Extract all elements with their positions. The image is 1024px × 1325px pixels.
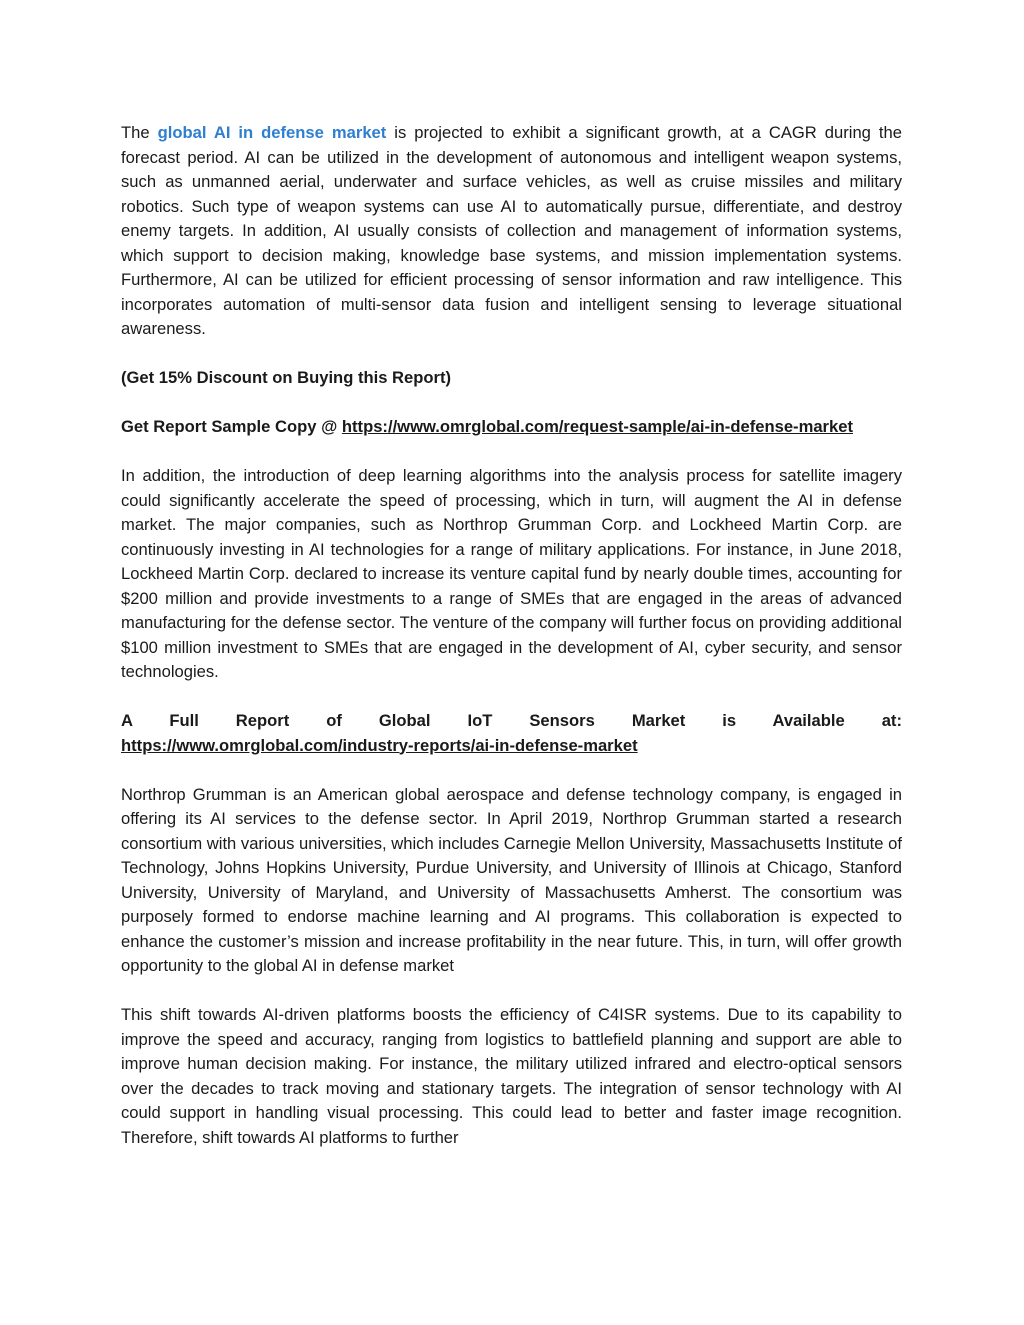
full-report-label: A Full Report of Global IoT Sensors Market is Available at:	[121, 711, 902, 730]
deep-learning-paragraph: In addition, the introduction of deep learning algorithms into the analysis process for satellite imagery could significantly accelerate the speed of processing, which in turn, will augment the AI in defense market. The major companies, such as Northrop Grumman Corp. and Lockheed Martin Corp. are continuously investing in AI technologies for a range of military applications. For instance, in June 2018, Lockheed Martin Corp. declared to increase its venture capital fund by nearly double times, accounting for $200 million and provide investments to a range of SMEs that are engaged in the areas of advanced manufacturing for the defense sector. The venture of the company will further focus on providing additional $100 million investment to SMEs that are engaged in the development of AI, cyber security, and sensor technologies.	[121, 466, 902, 681]
intro-paragraph	[121, 121, 902, 342]
c4isr-paragraph: This shift towards AI-driven platforms boosts the efficiency of C4ISR systems. Due to its capability to improve the speed and accuracy, ranging from logistics to battlefield planning and support are able to improve human decision making. For instance, the military utilized infrared and electro-optical sensors over the decades to track moving and stationary targets. The integration of sensor technology with AI could support in handling visual processing. This could lead to better and faster image recognition. Therefore, shift towards AI platforms to further	[121, 1005, 902, 1147]
sample-request-link[interactable]: https://www.omrglobal.com/request-sample/ai-in-defense-market	[341, 417, 853, 436]
full-report-link[interactable]: https://www.omrglobal.com/industry-reports/ai-in-defense-market	[121, 735, 638, 755]
sample-label: Get Report Sample Copy @	[121, 417, 342, 436]
intro-lead: The	[121, 123, 158, 142]
intro-body: is projected to exhibit a significant growth, at a CAGR during the forecast period. AI can be utilized in the development of autonomous and intelligent weapon systems, such as unmanned aerial, underwater and surface vehicles, as well as cruise missiles and military robotics. Such type of weapon systems can use AI to automatically pursue, differentiate, and destroy enemy targets. In addition, AI usually consists of collection and management of information systems, which support to decision making, knowledge base systems, and mission implementation systems. Furthermore, AI can be utilized for efficient processing of sensor information and raw intelligence. This incorporates automation of multi-sensor data fusion and intelligent sensing to leverage situational awareness.	[121, 123, 902, 338]
full-report-line	[121, 709, 902, 758]
northrop-paragraph: Northrop Grumman is an American global aerospace and defense technology company, is engaged in offering its AI services to the defense sector. In April 2019, Northrop Grumman started a research consortium with various universities, which includes Carnegie Mellon University, Massachusetts Institute of Technology, Johns Hopkins University, Purdue University, and University of Illinois at Chicago, Stanford University, University of Maryland, and University of Massachusetts Amherst. The consortium was purposely formed to endorse machine learning and AI programs. This collaboration is expected to enhance the customer’s mission and increase profitability in the near future. This, in turn, will offer growth opportunity to the global AI in defense market	[121, 784, 902, 975]
discount-offer: (Get 15% Discount on Buying this Report)	[121, 368, 452, 387]
sample-request-line	[121, 415, 902, 440]
market-keyword-link[interactable]: global AI in defense market	[157, 123, 387, 142]
document-page	[121, 121, 902, 1175]
